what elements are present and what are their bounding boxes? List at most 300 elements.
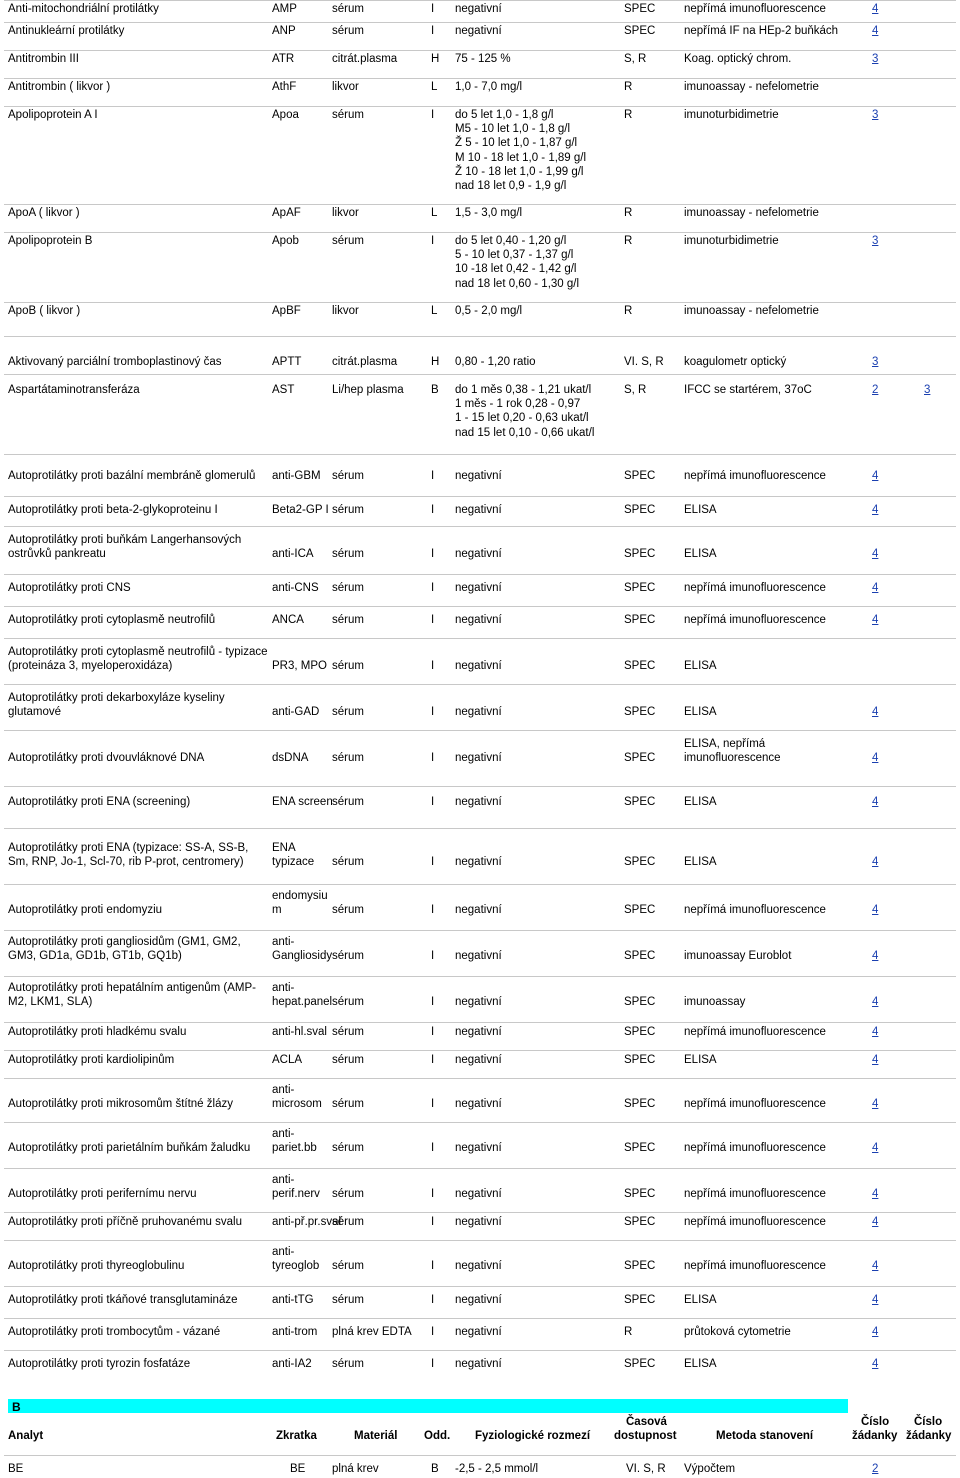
analyte-abbr: anti-trom [272, 1326, 318, 1338]
analyte-department: I [431, 25, 435, 37]
header-rozmezi: Fyziologické rozmezí [475, 1430, 591, 1442]
request-form-link[interactable]: 4 [872, 796, 879, 808]
analyte-availability: S, R [624, 384, 647, 396]
analyte-range: negativní [455, 796, 502, 808]
analyte-department: I [431, 582, 435, 594]
analyte-name: Autoprotilátky proti gangliosidům (GM1, GM2, [8, 936, 241, 948]
table-row [4, 606, 956, 638]
analyte-department: I [431, 1026, 435, 1038]
analyte-availability: VI. S, R [626, 1463, 666, 1475]
analyte-department: I [431, 1358, 435, 1370]
analyte-range: negativní [455, 1216, 502, 1228]
analyte-method: ELISA [684, 504, 717, 516]
request-form-link[interactable]: 2 [872, 1463, 879, 1475]
analyte-method: nepřímá imunofluorescence [684, 614, 826, 626]
analyte-abbr: typizace [272, 856, 315, 869]
analyte-abbr: Apoa [272, 109, 299, 121]
analyte-method: ELISA [684, 548, 717, 561]
header-zkratka: Zkratka [276, 1430, 317, 1442]
table-row [4, 1050, 956, 1078]
header-odd: Odd. [424, 1430, 451, 1442]
analyte-abbr: ANCA [272, 614, 304, 626]
analyte-abbr: anti- [272, 1174, 295, 1186]
header-dostupnost-2: dostupnost [614, 1430, 677, 1442]
analyte-method: ELISA [684, 660, 717, 673]
analyte-abbr: ENA screen [272, 796, 333, 808]
analyte-material: plná krev EDTA [332, 1326, 412, 1338]
request-form-link[interactable]: 4 [872, 856, 879, 869]
analyte-name: Autoprotilátky proti beta-2-glykoproteinu I [8, 504, 218, 516]
analyte-abbr: m [272, 904, 282, 917]
analyte-department: L [431, 207, 438, 219]
table-row [4, 1286, 956, 1318]
analyte-range: negativní [455, 996, 502, 1009]
analyte-name: (proteináza 3, myeloperoxidáza) [8, 660, 173, 673]
analyte-department: I [431, 1188, 435, 1201]
request-form-link[interactable]: 2 [872, 384, 879, 396]
analyte-material: sérum [332, 504, 364, 516]
analyte-department: L [431, 81, 438, 93]
table-row [4, 1318, 956, 1350]
analyte-abbr: hepat.panel [272, 996, 333, 1009]
request-form-link[interactable]: 4 [872, 1026, 879, 1038]
analyte-method: imunoturbidimetrie [684, 109, 779, 121]
analyte-range: negativní [455, 1358, 502, 1370]
analyte-abbr: ENA [272, 842, 296, 854]
analyte-availability: SPEC [624, 1216, 656, 1228]
table-row [4, 454, 956, 496]
analyte-range: negativní [455, 1098, 502, 1111]
table-row [4, 0, 956, 22]
analyte-material: plná krev [332, 1463, 379, 1475]
request-form-link[interactable]: 3 [872, 235, 879, 247]
analyte-department: I [431, 109, 435, 121]
analyte-range: 10 -18 let 0,42 - 1,42 g/l [455, 263, 577, 276]
analyte-department: I [431, 614, 435, 626]
analyte-material: citrát.plasma [332, 53, 398, 65]
analyte-abbr: APTT [272, 356, 302, 368]
table-row [4, 976, 956, 1022]
analyte-abbr: AthF [272, 81, 297, 93]
analyte-method: nepřímá imunofluorescence [684, 582, 826, 594]
analyte-name: Autoprotilátky proti hepatálním antigenům (AMP- [8, 982, 257, 994]
table-header [4, 1413, 956, 1449]
header-metoda: Metoda stanovení [716, 1430, 814, 1442]
analyte-availability: SPEC [624, 950, 656, 963]
analyte-abbr: AMP [272, 3, 297, 15]
analyte-range: negativní [455, 660, 502, 673]
analyte-range: nad 15 let 0,10 - 0,66 ukat/l [455, 426, 595, 439]
analyte-material: sérum [332, 1098, 364, 1111]
analyte-range: negativní [455, 904, 502, 917]
section-label: B [12, 1400, 21, 1414]
analyte-range: do 5 let 0,40 - 1,20 g/l [455, 235, 567, 247]
analyte-range: negativní [455, 950, 502, 963]
analyte-department: I [431, 548, 435, 561]
analyte-name: Autoprotilátky proti trombocytům - vázané [8, 1326, 221, 1338]
analyte-name: ApoB ( likvor ) [8, 305, 81, 317]
table-row [4, 1240, 956, 1286]
analyte-availability: SPEC [624, 796, 656, 808]
analyte-availability: SPEC [624, 1026, 656, 1038]
analyte-range: negativní [455, 1054, 502, 1066]
analyte-abbr: ACLA [272, 1054, 303, 1066]
header-analyt: Analyt [8, 1430, 44, 1442]
analyte-availability: SPEC [624, 660, 656, 673]
analyte-abbr: anti-ICA [272, 548, 314, 561]
analyte-range: 1,5 - 3,0 mg/l [455, 207, 523, 219]
analyte-department: I [431, 1098, 435, 1111]
analyte-method: imunoassay Euroblot [684, 950, 792, 963]
request-form-link[interactable]: 4 [872, 1216, 879, 1228]
analyte-abbr: ApAF [272, 207, 301, 219]
analyte-abbr: anti-IA2 [272, 1358, 312, 1370]
analyte-material: likvor [332, 81, 359, 93]
analyte-method: nepřímá imunofluorescence [684, 1188, 826, 1201]
analyte-method: ELISA, nepřímá [684, 738, 766, 750]
analyte-range: Ž 5 - 10 let 1,0 - 1,87 g/l [455, 137, 578, 150]
request-form-link[interactable]: 4 [872, 1260, 879, 1273]
analyte-method: imunoturbidimetrie [684, 235, 779, 247]
analyte-availability: SPEC [624, 1142, 656, 1155]
analyte-method: Koag. optický chrom. [684, 53, 792, 65]
analyte-range: negativní [455, 1026, 502, 1038]
table-row [4, 730, 956, 786]
analyte-name: GM3, GD1a, GD1b, GT1b, GQ1b) [8, 950, 182, 963]
analyte-availability: R [624, 81, 633, 93]
analyte-material: sérum [332, 548, 364, 561]
header-cislo1-1: Číslo [861, 1416, 890, 1428]
analyte-availability: S, R [624, 53, 647, 65]
analyte-material: likvor [332, 207, 359, 219]
analyte-name: Autoprotilátky proti tkáňové transglutamináze [8, 1294, 238, 1306]
analyte-range: M 10 - 18 let 1,0 - 1,89 g/l [455, 151, 587, 164]
analyte-name: Autoprotilátky proti ENA (screening) [8, 796, 191, 808]
analyte-range: negativní [455, 25, 502, 37]
table-row [4, 638, 956, 684]
analyte-name: Autoprotilátky proti CNS [8, 582, 131, 594]
analyte-method: ELISA [684, 1358, 717, 1370]
analyte-department: I [431, 752, 435, 765]
analyte-department: I [431, 904, 435, 917]
table-row [4, 374, 956, 454]
request-form-link[interactable]: 4 [872, 904, 879, 917]
table-row [4, 1078, 956, 1122]
table-row [4, 336, 956, 374]
analyte-name: Autoprotilátky proti buňkám Langerhansových [8, 534, 242, 546]
table-row [4, 232, 956, 302]
analyte-range: M5 - 10 let 1,0 - 1,8 g/l [455, 123, 571, 136]
analyte-material: sérum [332, 3, 364, 15]
analyte-method: nepřímá imunofluorescence [684, 3, 826, 15]
request-form-link[interactable]: 4 [872, 706, 879, 719]
analyte-abbr: ANP [272, 25, 296, 37]
analyte-department: I [431, 796, 435, 808]
request-form-link[interactable]: 4 [872, 582, 879, 594]
request-form-link[interactable]: 4 [872, 25, 879, 37]
request-form-link[interactable]: 4 [872, 1054, 879, 1066]
table-row [4, 828, 956, 884]
analyte-name: ostrůvků pankreatu [8, 548, 106, 561]
table-row [4, 786, 956, 828]
analyte-abbr: AST [272, 384, 295, 396]
analyte-method: Výpočtem [684, 1463, 736, 1475]
analyte-method: ELISA [684, 1054, 717, 1066]
analyte-abbr: ATR [272, 53, 295, 65]
analyte-abbr: Beta2-GP I [272, 504, 329, 516]
analyte-availability: SPEC [624, 614, 656, 626]
analyte-availability: SPEC [624, 1294, 656, 1306]
analyte-method: nepřímá imunofluorescence [684, 1026, 826, 1038]
analyte-name: Autoprotilátky proti parietálním buňkám žaludku [8, 1142, 251, 1155]
analyte-department: B [431, 1463, 439, 1475]
analyte-material: sérum [332, 1216, 364, 1228]
analyte-availability: SPEC [624, 548, 656, 561]
analyte-abbr: anti-tTG [272, 1294, 314, 1306]
analyte-availability: SPEC [624, 1358, 656, 1370]
analyte-material: sérum [332, 1358, 364, 1370]
analyte-abbr: anti- [272, 1084, 295, 1096]
analyte-department: I [431, 660, 435, 673]
request-form-link[interactable]: 4 [872, 3, 879, 15]
request-form-link[interactable]: 4 [872, 614, 879, 626]
analyte-availability: SPEC [624, 25, 656, 37]
table-row-be [4, 1455, 956, 1477]
request-form-link[interactable]: 4 [872, 1326, 879, 1338]
analyte-name: Autoprotilátky proti kardiolipinům [8, 1054, 175, 1066]
request-form-link[interactable]: 4 [872, 1098, 879, 1111]
analyte-availability: SPEC [624, 582, 656, 594]
analyte-material: sérum [332, 796, 364, 808]
request-form-link[interactable]: 4 [872, 1188, 879, 1201]
analyte-abbr: anti-př.pr.sval [272, 1216, 342, 1228]
analyte-method: imunoassay - nefelometrie [684, 81, 819, 93]
analyte-availability: R [624, 305, 633, 317]
request-form-link[interactable]: 3 [872, 356, 879, 368]
analyte-method: nepřímá imunofluorescence [684, 904, 826, 917]
analyte-abbr: anti-GBM [272, 470, 321, 482]
analyte-material: sérum [332, 614, 364, 626]
request-form-link[interactable]: 4 [872, 1358, 879, 1370]
analyte-name: M2, LKM1, SLA) [8, 996, 93, 1009]
request-form-link[interactable]: 4 [872, 1142, 879, 1155]
analyte-method: ELISA [684, 796, 717, 808]
analyte-method: IFCC se startérem, 37oC [684, 384, 812, 396]
analyte-range: 1 - 15 let 0,20 - 0,63 ukat/l [455, 412, 589, 425]
analyte-availability: R [624, 109, 633, 121]
analyte-abbr: dsDNA [272, 752, 309, 765]
analyte-abbr: anti-hl.sval [272, 1026, 327, 1038]
analyte-material: sérum [332, 996, 364, 1009]
analyte-material: sérum [332, 470, 364, 482]
analyte-method: imunofluorescence [684, 752, 781, 765]
analyte-department: I [431, 706, 435, 719]
analyte-name: Apolipoprotein A I [8, 109, 98, 121]
analyte-range: negativní [455, 856, 502, 869]
analyte-range: negativní [455, 582, 502, 594]
analyte-material: sérum [332, 950, 364, 963]
analyte-abbr: anti-CNS [272, 582, 319, 594]
analyte-department: L [431, 305, 438, 317]
request-form-link[interactable]: 4 [872, 996, 879, 1009]
analyte-department: B [431, 384, 439, 396]
analyte-name: glutamové [8, 706, 62, 719]
analyte-method: nepřímá imunofluorescence [684, 470, 826, 482]
analyte-name: ApoA ( likvor ) [8, 207, 80, 219]
analyte-range: nad 18 let 0,9 - 1,9 g/l [455, 180, 567, 192]
header-cislo2-2: žádanky [906, 1430, 952, 1442]
analyte-abbr: endomysiu [272, 890, 328, 902]
table-row [4, 1122, 956, 1168]
request-form-link[interactable]: 4 [872, 470, 879, 482]
analyte-material: sérum [332, 752, 364, 765]
analyte-name: Autoprotilátky proti cytoplasmě neutrofilů - typizace [8, 646, 268, 658]
analyte-department: I [431, 1294, 435, 1306]
analyte-name: Autoprotilátky proti tyrozin fosfatáze [8, 1358, 191, 1370]
request-form-link[interactable]: 3 [872, 109, 879, 121]
analyte-availability: SPEC [624, 504, 656, 516]
analyte-department: I [431, 470, 435, 482]
analyte-abbr: Gangliosidy [272, 950, 333, 963]
analyte-range: 0,80 - 1,20 ratio [455, 356, 536, 368]
analyte-range: -2,5 - 2,5 mmol/l [455, 1463, 539, 1475]
analyte-material: sérum [332, 25, 364, 37]
request-form-link[interactable]: 4 [872, 950, 879, 963]
request-form-link-2[interactable]: 3 [924, 384, 931, 396]
table-row [4, 204, 956, 232]
table-row [4, 302, 956, 336]
table-row [4, 1168, 956, 1212]
analyte-material: sérum [332, 1142, 364, 1155]
request-form-link[interactable]: 4 [872, 504, 879, 516]
analyte-abbr: anti- [272, 982, 295, 994]
analyte-name: Apolipoprotein B [8, 235, 93, 247]
analyte-method: ELISA [684, 856, 717, 869]
analyte-method: imunoassay - nefelometrie [684, 207, 819, 219]
request-form-link[interactable]: 4 [872, 1294, 879, 1306]
analyte-material: likvor [332, 305, 359, 317]
analyte-availability: SPEC [624, 706, 656, 719]
analyte-material: sérum [332, 1294, 364, 1306]
analyte-name: Autoprotilátky proti endomyziu [8, 904, 163, 917]
request-form-link[interactable]: 4 [872, 548, 879, 561]
analyte-name: Antitrombin ( likvor ) [8, 81, 111, 93]
table-row [4, 22, 956, 50]
analyte-availability: SPEC [624, 856, 656, 869]
analyte-name: Sm, RNP, Jo-1, Scl-70, rib P-prot, centromery) [8, 856, 244, 869]
analyte-range: 1 měs - 1 rok 0,28 - 0,97 [455, 398, 581, 411]
analyte-department: H [431, 53, 440, 65]
table-row [4, 884, 956, 930]
analyte-availability: SPEC [624, 470, 656, 482]
analyte-abbr: PR3, MPO [272, 660, 327, 673]
header-material: Materiál [354, 1430, 398, 1442]
analyte-name: Autoprotilátky proti bazální membráně glomerulů [8, 470, 256, 482]
analyte-material: sérum [332, 1054, 364, 1066]
analyte-range: negativní [455, 470, 502, 482]
analyte-range: negativní [455, 1188, 502, 1201]
analyte-range: negativní [455, 1260, 502, 1273]
analyte-availability: SPEC [624, 904, 656, 917]
analyte-method: imunoassay [684, 996, 746, 1009]
analyte-range: negativní [455, 1326, 502, 1338]
table-row [4, 526, 956, 574]
analyte-range: 5 - 10 let 0,37 - 1,37 g/l [455, 249, 574, 262]
analyte-method: koagulometr optický [684, 356, 787, 368]
analyte-department: I [431, 1326, 435, 1338]
analyte-department: I [431, 1260, 435, 1273]
analyte-availability: SPEC [624, 996, 656, 1009]
analyte-abbr: BE [290, 1463, 306, 1475]
analyte-abbr: tyreoglob [272, 1260, 320, 1273]
analyte-method: imunoassay - nefelometrie [684, 305, 819, 317]
analyte-abbr: anti- [272, 1246, 295, 1258]
analyte-department: I [431, 1054, 435, 1066]
analyte-range: 75 - 125 % [455, 53, 511, 65]
analyte-name: Autoprotilátky proti dvouvláknové DNA [8, 752, 205, 765]
analyte-abbr: pariet.bb [272, 1142, 317, 1155]
analyte-name: BE [8, 1463, 24, 1475]
analyte-range: negativní [455, 548, 502, 561]
header-cislo1-2: žádanky [852, 1430, 898, 1442]
analyte-abbr: microsom [272, 1098, 322, 1111]
analyte-method: nepřímá imunofluorescence [684, 1216, 826, 1228]
analyte-department: I [431, 504, 435, 516]
analyte-range: negativní [455, 504, 502, 516]
table-row [4, 78, 956, 106]
analyte-department: I [431, 996, 435, 1009]
analyte-material: sérum [332, 706, 364, 719]
analyte-material: sérum [332, 904, 364, 917]
analyte-range: negativní [455, 1294, 502, 1306]
analyte-material: sérum [332, 109, 364, 121]
table-row [4, 1022, 956, 1050]
analyte-material: sérum [332, 1260, 364, 1273]
table-row [4, 496, 956, 526]
analyte-material: sérum [332, 582, 364, 594]
analyte-name: Aktivovaný parciální tromboplastinový čas [8, 356, 222, 368]
analyte-method: nepřímá imunofluorescence [684, 1260, 826, 1273]
table-row [4, 1212, 956, 1240]
analyte-material: sérum [332, 856, 364, 869]
analyte-method: nepřímá imunofluorescence [684, 1098, 826, 1111]
analyte-name: Autoprotilátky proti perifernímu nervu [8, 1188, 197, 1201]
analyte-name: Autoprotilátky proti dekarboxyláze kyseliny [8, 692, 225, 704]
table-row [4, 50, 956, 78]
analyte-material: citrát.plasma [332, 356, 398, 368]
section-banner [8, 1399, 848, 1413]
analyte-range: Ž 10 - 18 let 1,0 - 1,99 g/l [455, 165, 584, 178]
analyte-abbr: perif.nerv [272, 1188, 320, 1201]
analyte-availability: R [624, 235, 633, 247]
table-row [4, 1350, 956, 1398]
analyte-availability: SPEC [624, 1098, 656, 1111]
analyte-range: nad 18 let 0,60 - 1,30 g/l [455, 277, 580, 290]
request-form-link[interactable]: 3 [872, 53, 879, 65]
analyte-material: Li/hep plasma [332, 384, 404, 396]
analyte-name: Autoprotilátky proti cytoplasmě neutrofilů [8, 614, 216, 626]
analyte-availability: SPEC [624, 3, 656, 15]
analyte-range: negativní [455, 3, 502, 15]
header-cislo2-1: Číslo [914, 1416, 943, 1428]
analyte-range: do 5 let 1,0 - 1,8 g/l [455, 109, 554, 121]
analyte-availability: SPEC [624, 1260, 656, 1273]
request-form-link[interactable]: 4 [872, 752, 879, 765]
analyte-department: I [431, 950, 435, 963]
analyte-name: Autoprotilátky proti ENA (typizace: SS-A, SS-B, [8, 842, 249, 854]
analyte-abbr: Apob [272, 235, 299, 247]
analyte-availability: R [624, 207, 633, 219]
